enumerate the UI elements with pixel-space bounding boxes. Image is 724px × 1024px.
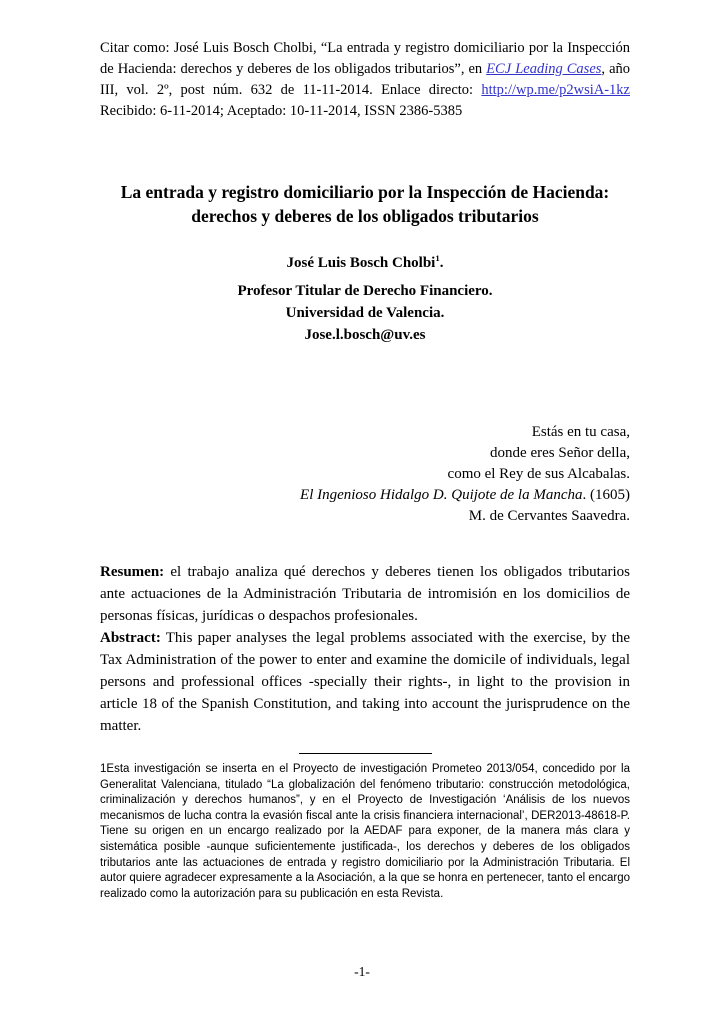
text-segment: M. de Cervantes Saavedra.: [468, 508, 630, 524]
epigraph-line: [100, 443, 630, 464]
epigraph-line: [100, 485, 630, 506]
text-segment: . (1605): [582, 487, 630, 503]
epigraph-line: [100, 422, 630, 443]
text-segment: Citar como: José Luis Bosch Cholbi, “La entrada y registro domiciliario por la Inspección de Hacienda: derechos y deberes de los obligados tributarios”, en: [100, 40, 630, 77]
text-segment: José Luis Bosch Cholbi: [286, 255, 436, 271]
abstract-paragraph: [100, 627, 630, 737]
footnote: [100, 762, 630, 902]
epigraph-line: [100, 506, 630, 527]
abstracts-section: [100, 561, 630, 737]
text-segment: , año III, vol. 2º, post núm. 632 de 11-11-2014. Enlace directo:: [100, 61, 631, 98]
resumen-label: Resumen:: [100, 564, 165, 580]
abstract-text: This paper analyses the legal problems associated with the exercise, by the Tax Administration of the power to enter and examine the domicile of individuals, legal persons and professional offices -specially their rights-, in light to the provision in article 18 of the Spanish Constitution, and taking into account the jurisprudence on the matter.: [100, 630, 630, 734]
text-segment: El Ingenioso Hidalgo D. Quijote de la Mancha: [300, 487, 583, 503]
text-segment: Recibido: 6-11-2014; Aceptado: 10-11-2014, ISSN 2386-5385: [100, 103, 463, 119]
article-url-link[interactable]: http://wp.me/p2wsiA-1kz: [481, 82, 630, 98]
text-segment: como el Rey de sus Alcabalas.: [447, 466, 630, 482]
footnote-separator: [299, 753, 432, 754]
text-segment: 1: [435, 253, 440, 263]
text-segment: .: [439, 255, 444, 271]
article-title: La entrada y registro domiciliario por la Inspección de Hacienda: derechos y deberes de los obligados tributarios: [120, 182, 610, 226]
resumen-paragraph: [100, 561, 630, 627]
footnote-marker: 1: [100, 763, 107, 775]
footnote-text: Esta investigación se inserta en el Proyecto de investigación Prometeo 2013/054, concedido por la Generalitat Valenciana, titulado “La globalización del fenómeno tributario: construcción metodológica, criminalización y derechos humanos”, y en el Proyecto de Investigación ‘Análisis de los nuevos mecanismos de lucha contra la evasión fiscal ante la crisis financiera internacional’, DER2013-48618-P. Tiene su origen en un encargo realizado por la AEDAF para exponer, de la manera más clara y sistemática posible -aunque suficientemente justificada-, los derechos y deberes de los obligados tributarios ante las actuaciones de entrada y registro domiciliario por la Administración Tributaria. El autor quiere agradecer expresamente a la Asociación, a la que se honra en pertenecer, tanto el encargo realizado como la autorización para su publicación en esta Revista.: [100, 763, 630, 900]
author-role: Profesor Titular de Derecho Financiero.: [237, 283, 493, 299]
abstract-label: Abstract:: [100, 630, 161, 646]
citation-header: [100, 38, 630, 122]
epigraph: [100, 422, 630, 527]
page-number: -1-: [354, 964, 370, 979]
author-affiliation: Universidad de Valencia.: [285, 305, 445, 321]
resumen-text: el trabajo analiza qué derechos y deberes tienen los obligados tributarios ante actuaciones de la Administración Tributaria de intromisión en los domicilios de personas físicas, jurídicas o despachos profesionales.: [100, 564, 630, 624]
text-segment: Estás en tu casa,: [531, 424, 630, 440]
ecj-leading-cases-link[interactable]: ECJ Leading Cases: [486, 61, 602, 77]
text-segment: donde eres Señor della,: [490, 445, 630, 461]
epigraph-line: [100, 464, 630, 485]
author-block: [100, 252, 630, 346]
author-email: Jose.l.bosch@uv.es: [304, 327, 426, 343]
author-name: [100, 252, 630, 274]
